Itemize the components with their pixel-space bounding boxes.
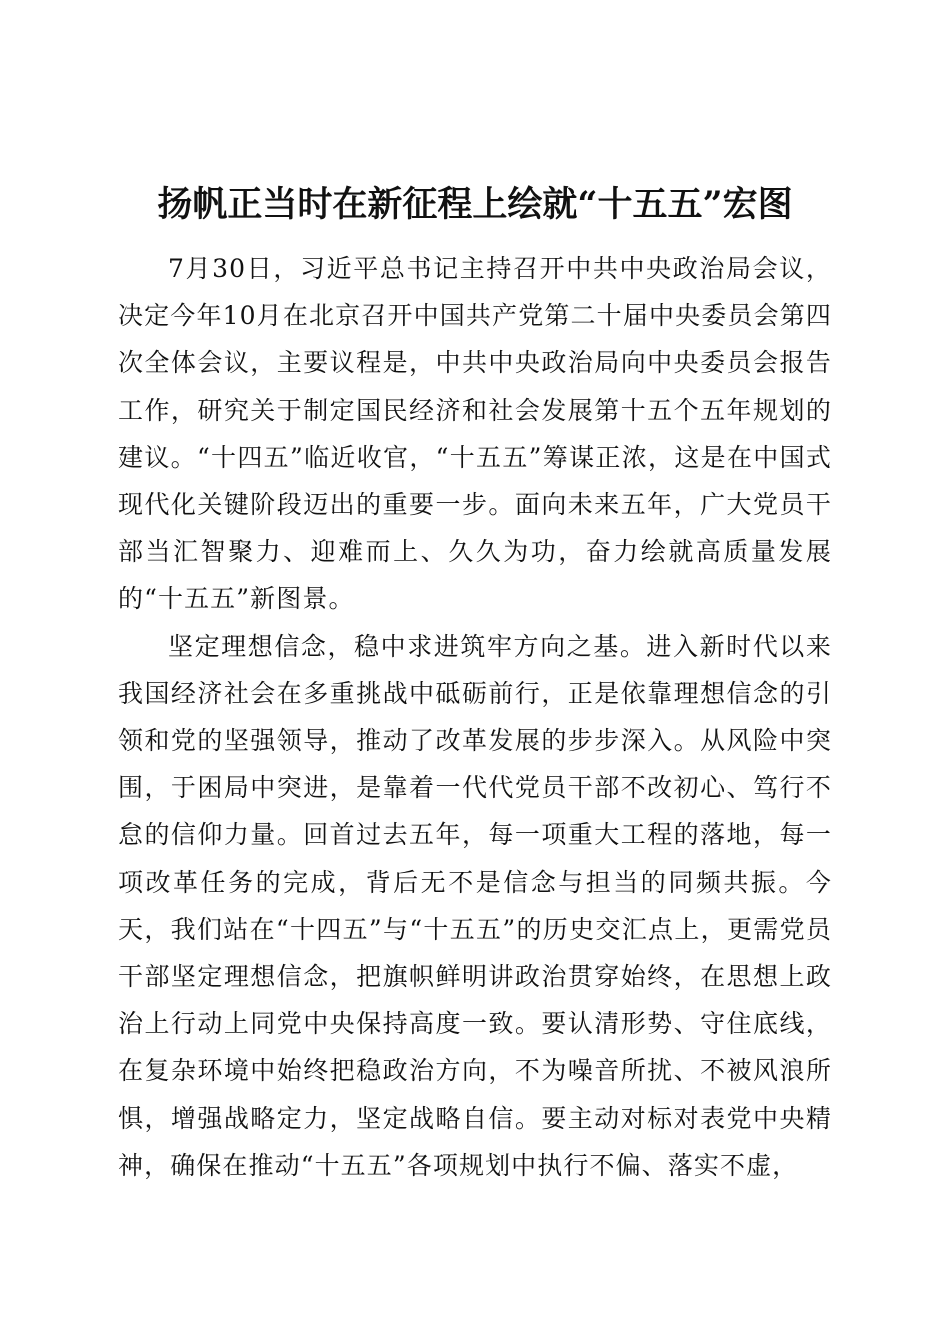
document-body <box>118 245 832 1189</box>
paragraph-2: 坚定理想信念，稳中求进筑牢方向之基。进入新时代以来我国经济社会在多重挑战中砥砺前行，正是依靠理想信念的引领和党的坚强领导，推动了改革发展的步步深入。从风险中突围，于困局中突进，是靠着一代代党员干部不改初心、笃行不怠的信仰力量。回首过去五年，每一项重大工程的落地，每一项改革任务的完成，背后无不是信念与担当的同频共振。今天，我们站在“十四五”与“十五五”的历史交汇点上，更需党员干部坚定理想信念，把旗帜鲜明讲政治贯穿始终，在思想上政治上行动上同党中央保持高度一致。要认清形势、守住底线，在复杂环境中始终把稳政治方向，不为噪音所扰、不被风浪所惧，增强战略定力，坚定战略自信。要主动对标对表党中央精神，确保在推动“十五五”各项规划中执行不偏、落实不虚， <box>118 631 832 1180</box>
paragraph-1: 7月30日，习近平总书记主持召开中共中央政治局会议，决定今年10月在北京召开中国共产党第二十届中央委员会第四次全体会议，主要议程是，中共中央政治局向中央委员会报告工作，研究关于制定国民经济和社会发展第十五个五年规划的建议。“十四五”临近收官，“十五五”筹谋正浓，这是在中国式现代化关键阶段迈出的重要一步。面向未来五年，广大党员干部当汇智聚力、迎难而上、久久为功，奋力绘就高质量发展的“十五五”新图景。 <box>118 254 832 614</box>
document-title: 扬帆正当时在新征程上绘就“十五五”宏图 <box>157 184 793 225</box>
